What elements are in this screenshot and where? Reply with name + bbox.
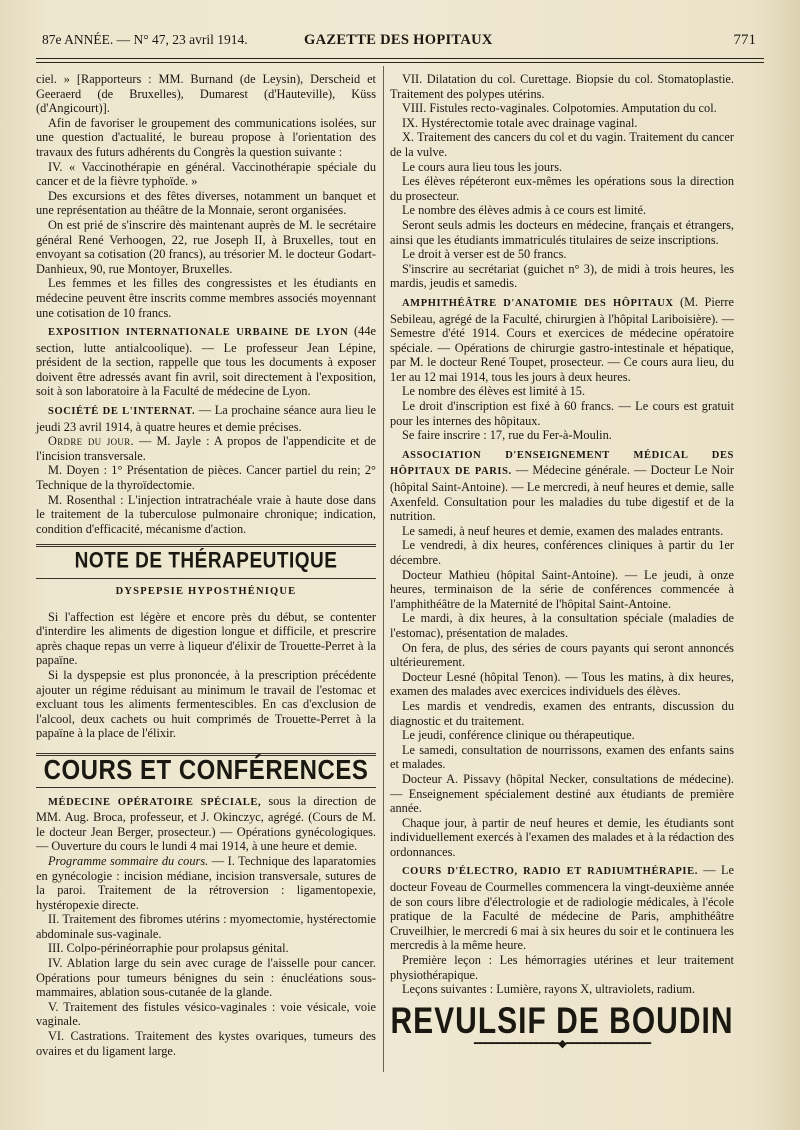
item-heading: MÉDECINE OPÉRATOIRE SPÉCIALE, bbox=[48, 796, 262, 808]
section-divider bbox=[36, 544, 376, 547]
item-heading: EXPOSITION INTERNATIONALE URBAINE DE LYON bbox=[48, 327, 349, 339]
left-column bbox=[36, 72, 376, 1058]
paragraph: Seront seuls admis les docteurs en médecine, français et étrangers, ainsi que les étudiants immatriculés titulaires de seize inscriptions. bbox=[390, 217, 734, 247]
item-heading: COURS D'ÉLECTRO, RADIO ET RADIUMTHÉRAPIE. bbox=[402, 866, 698, 878]
item-text: — La prochaine séance aura lieu le jeudi 23 avril 1914, à quatre heures et demie précises. bbox=[36, 403, 377, 434]
paragraph: On est prié de s'inscrire dès maintenant auprès de M. le secrétaire général René Verhoogen, 22, rue Joseph II, à Bruxelles, tout en envoyant sa cotisation (20 francs), au trésorier M. le docteur Godart-Danhieux, 90, rue Montoyer, Bruxelles. bbox=[36, 217, 376, 276]
paragraph: Si l'affection est légère et encore près du début, se contenter d'interdire les aliments de digestion longue et difficile, et prescrire après chaque repas un verre à liqueur d'élixir de Trouette-Perret à la papaïne. bbox=[36, 609, 376, 668]
item-heading: Ordre du jour. bbox=[48, 434, 134, 449]
item-text: sous la direction de MM. Aug. Broca, professeur, et J. Okinczyc, agrégé. (Cours de M. le docteur Jean Berger, prosecteur.) — Opérations gynécologiques. — Ouverture du cours le lundi 4 mai 1914, à une heure et demie. bbox=[36, 793, 376, 854]
ornament-rule: ━━━━━━━━━━━━━━━◆━━━━━━━━━━━━━━━ bbox=[473, 1038, 651, 1051]
paragraph: Chaque jour, à partir de neuf heures et demie, les étudiants sont individuellement exercés à l'examen des malades et à la rédaction des ordonnances. bbox=[390, 815, 734, 859]
news-item-electro bbox=[390, 863, 734, 953]
list-item: IV. Ablation large du sein avec curage de l'aisselle pour cancer. Opérations pour tumeurs bénignes du sein : énucléations sous-mammaires, ablation sous-cutanée de la glande. bbox=[36, 956, 376, 1000]
paragraph: Le nombre des élèves est limité à 15. bbox=[402, 384, 586, 399]
paragraph: Les femmes et les filles des congressistes et les étudiants en médecine peuvent être inscrits comme membres associés moyennant une cotisation de 10 francs. bbox=[36, 276, 376, 320]
item-text: (M. Pierre Sebileau, agrégé de la Faculté, chirurgien à l'hôpital Lariboisière). — Semestre d'été 1914. Cours et exercices de médecine opératoire spéciale. — Opérations de chirurgie gastro-intestinale et hépatique, par M. le docteur René Toupet, prosecteur. — Ce cours aura lieu, du 1er au 12 mai 1914, tous les jours à deux heures. bbox=[390, 294, 734, 384]
paragraph: Le jeudi, conférence clinique ou thérapeutique. bbox=[402, 728, 635, 743]
item-heading: ASSOCIATION D'ENSEIGNEMENT MÉDICAL DES HÔPITAUX DE PARIS. bbox=[390, 449, 734, 478]
paragraph: On fera, de plus, des séries de cours payants qui seront annoncés ultérieurement. bbox=[390, 640, 734, 670]
title-rule bbox=[36, 787, 376, 788]
right-column bbox=[390, 72, 734, 1052]
item-text: (44e section, lutte antialcoolique). — Le professeur Jean Lépine, président de la section, rappelle que tous les documents à exposer doivent être adressés avant fin avril, soit directement à l'exposition, soit à son laboratoire à la Faculté de médecine de Lyon. bbox=[36, 324, 376, 399]
paragraph: Le droit à verser est de 50 francs. bbox=[402, 247, 567, 262]
paragraph: Les élèves répéteront eux-mêmes les opérations sous la direction du prosecteur. bbox=[390, 174, 734, 203]
paragraph: M. Doyen : 1° Présentation de pièces. Cancer partiel du rein; 2° Technique de la thyroïdectomie. bbox=[36, 463, 376, 493]
paragraph: Docteur Lesné (hôpital Tenon). — Tous les matins, à dix heures, examen des malades avec exercices individuels des élèves. bbox=[390, 669, 734, 699]
paragraph: Le mardi, à dix heures, à la consultation spéciale (maladies de l'estomac), présentation de malades. bbox=[390, 611, 734, 640]
paragraph: IV. « Vaccinothérapie en général. Vaccinothérapie spéciale du cancer et de la fièvre typhoïde. » bbox=[36, 159, 376, 189]
advertisement-revulsif: REVULSIF DE BOUDIN bbox=[390, 1000, 734, 1042]
list-item: V. Traitement des fistules vésico-vaginales : voie vésicale, voie vaginale. bbox=[36, 999, 376, 1029]
item-text: — Le docteur Foveau de Courmelles commencera la vingt-deuxième année de son cours libre d'électrologie et de radiologie médicales, à l'école pratique de la Faculté de médecine de Paris, amphithéâtre Cruveilhier, le mercredi 6 mai à six heures du soir et le continuera les mercredis à la même heure. bbox=[390, 863, 734, 953]
issue-line: 87e ANNÉE. — N° 47, 23 avril 1914. bbox=[42, 32, 248, 47]
paragraph: Docteur Mathieu (hôpital Saint-Antoine). — Le jeudi, à onze heures, terminaison de la série de conférences commencée à l'amphithéâtre de la Maternité de l'hôpital Saint-Antoine. bbox=[390, 567, 734, 611]
journal-title: GAZETTE DES HOPITAUX bbox=[304, 32, 493, 48]
paragraph: ciel. » [Rapporteurs : MM. Burnand (de Leysin), Derscheid et Geeraerd (de Bruxelles), Dumarest (d'Hauteville), Küss (d'Angicourt)]. bbox=[36, 72, 376, 116]
list-item: II. Traitement des fibromes utérins : myomectomie, hystérectomie abdominale sus-vaginale. bbox=[36, 912, 376, 941]
paragraph: Se faire inscrire : 17, rue du Fer-à-Moulin. bbox=[402, 428, 612, 443]
item-text: — M. Jayle : A propos de l'appendicite et de l'incision transversale. bbox=[36, 434, 376, 463]
news-item-association bbox=[390, 447, 734, 524]
section-title-note: NOTE DE THÉRAPEUTIQUE bbox=[74, 549, 338, 574]
paragraph: Docteur A. Pissavy (hôpital Necker, consultations de médecine). — Enseignement spécialement destiné aux étudiants de première année. bbox=[390, 771, 734, 816]
page-header bbox=[34, 30, 762, 54]
section-subtitle: DYSPEPSIE HYPOSTHÉNIQUE bbox=[115, 586, 297, 597]
paragraph: Afin de favoriser le groupement des communications isolées, sur une question d'actualité, le bureau propose à l'orientation des travaux des futurs adhérents du Congrès la question suivante : bbox=[36, 115, 376, 159]
program-label: Programme sommaire du cours. bbox=[48, 853, 209, 868]
paragraph: Leçons suivantes : Lumière, rayons X, ultraviolets, radium. bbox=[402, 982, 696, 997]
paragraph: Première leçon : Les hémorragies utérines et leur traitement physiothérapique. bbox=[390, 953, 734, 982]
paragraph: Le cours aura lieu tous les jours. bbox=[402, 159, 563, 174]
paragraph: Le vendredi, à dix heures, conférences cliniques à partir du 1er décembre. bbox=[390, 538, 734, 567]
paragraph: Des excursions et des fêtes diverses, notamment un banquet et une représentation au théâtre de la Monnaie, seront organisées. bbox=[36, 188, 376, 218]
column-separator bbox=[383, 66, 384, 1072]
list-item: VIII. Fistules recto-vaginales. Colpotomies. Amputation du col. bbox=[402, 101, 717, 116]
page-number: 771 bbox=[733, 32, 756, 48]
header-rule bbox=[36, 58, 764, 59]
order-of-day bbox=[36, 434, 376, 463]
item-heading: AMPHITHÉÂTRE D'ANATOMIE DES HÔPITAUX bbox=[402, 297, 674, 309]
list-item: X. Traitement des cancers du col et du vagin. Traitement du cancer de la vulve. bbox=[390, 130, 734, 159]
paragraph: Le samedi, consultation de nourrissons, examen des enfants sains et malades. bbox=[390, 742, 734, 772]
news-item-medecine bbox=[36, 794, 376, 854]
section-title-cours: COURS ET CONFÉRENCES bbox=[43, 754, 369, 786]
item-heading: SOCIÉTÉ DE L'INTERNAT. bbox=[48, 406, 196, 418]
paragraph: Si la dyspepsie est plus prononcée, à la prescription précédente ajouter un régime réduisant au minimum le travail de l'estomac et excluant tous les aliments fermentescibles. En cas d'exclusion de l'alcool, deux cachets ou huit comprimés de Trouette-Perret à la papaïne à la place de l'élixir. bbox=[36, 667, 376, 741]
list-item: IX. Hystérectomie totale avec drainage vaginal. bbox=[402, 115, 638, 130]
title-rule bbox=[36, 578, 376, 579]
item-text: — Médecine générale. — Docteur Le Noir (hôpital Saint-Antoine). — Le mercredi, à neuf heures et demie, salle Axenfeld. Consultation pour les maladies du tube digestif et de la nutrition. bbox=[390, 463, 735, 524]
item-text: — I. Technique des laparatomies en gynécologie : incision médiane, incision transversale, sutures de la paroi. Traitement de la rétroversion : ligamentopexie, hystéropexie directe. bbox=[36, 853, 376, 912]
paragraph: Le nombre des élèves admis à ce cours est limité. bbox=[402, 203, 647, 218]
paragraph: Le samedi, à neuf heures et demie, examen des malades entrants. bbox=[402, 523, 724, 538]
news-item-exposition bbox=[36, 324, 376, 399]
paragraph: Le droit d'inscription est fixé à 60 francs. — Le cours est gratuit pour les internes des hôpitaux. bbox=[390, 399, 734, 428]
paragraph: S'inscrire au secrétariat (guichet n° 3), de midi à trois heures, les mardis, jeudis et samedis. bbox=[390, 261, 734, 291]
news-item-internat bbox=[36, 403, 376, 434]
header-rule-2 bbox=[36, 62, 764, 63]
news-item-amphitheatre bbox=[390, 295, 734, 385]
list-item: III. Colpo-périnéorraphie pour prolapsus génital. bbox=[48, 941, 289, 956]
list-item: VII. Dilatation du col. Curettage. Biopsie du col. Stomatoplastie. Traitement des polypes utérins. bbox=[390, 72, 734, 101]
list-item: VI. Castrations. Traitement des kystes ovariques, tumeurs des ovaires et du ligament large. bbox=[36, 1029, 376, 1058]
paragraph: M. Rosenthal : L'injection intratrachéale vraie à haute dose dans le traitement de la tuberculose pulmonaire chronique; indication, condition d'efficacité, mécanisme d'action. bbox=[36, 492, 376, 536]
program-intro bbox=[36, 854, 376, 912]
paragraph: Les mardis et vendredis, examen des entrants, discussion du diagnostic et du traitement. bbox=[390, 698, 734, 728]
